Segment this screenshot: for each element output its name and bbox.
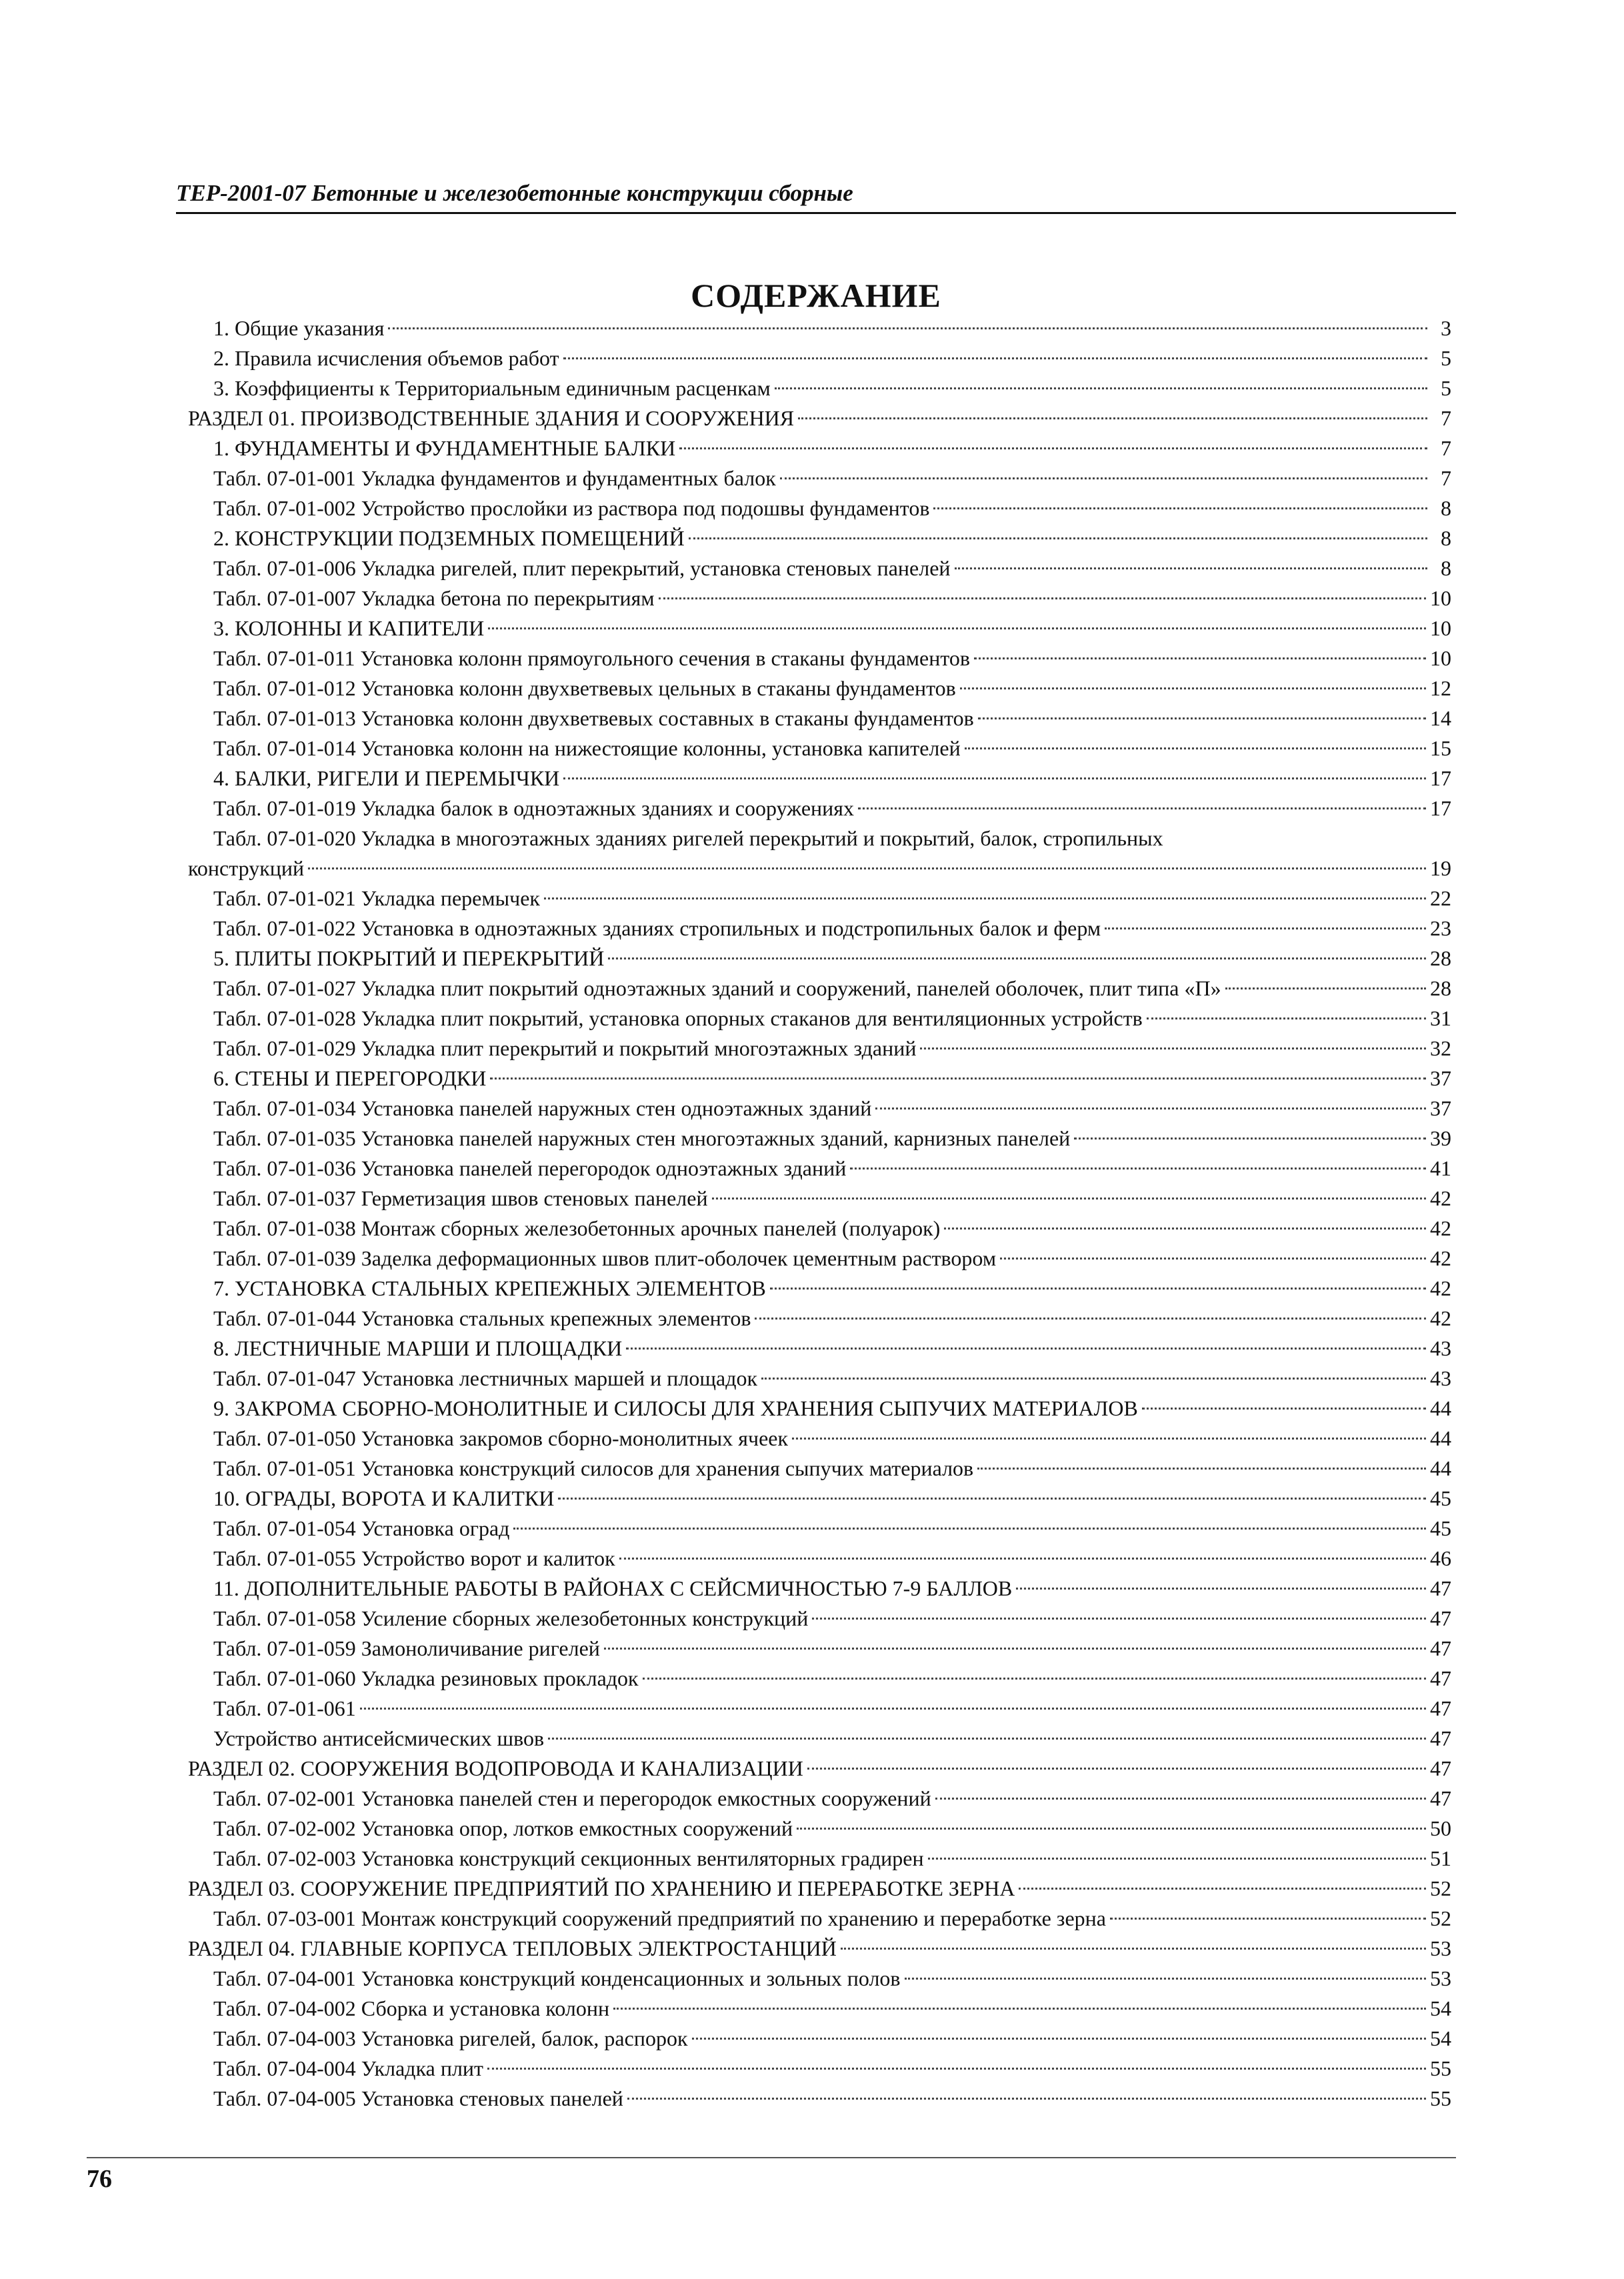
toc-entry-title: Табл. 07-01-007 Укладка бетона по перекрытиям [213,586,655,610]
toc-entry[interactable] [188,343,1451,373]
toc-entry-page: 55 [1430,2086,1451,2110]
toc-entry-title: 1. Общие указания [213,316,385,340]
toc-entry-title: 2. Правила исчисления объемов работ [213,346,559,370]
toc-entry-page: 19 [1430,856,1451,880]
toc-dot-leader [490,1077,1426,1079]
toc-dot-leader [858,807,1426,809]
toc-entry[interactable] [188,973,1451,1003]
toc-entry[interactable] [188,1514,1451,1544]
toc-dot-leader [1016,1588,1426,1590]
toc-dot-leader [960,687,1426,689]
toc-entry[interactable] [188,1994,1451,2024]
toc-entry-title: Табл. 07-01-020 Укладка в многоэтажных зданиях ригелей перекрытий и покрытий, балок, стропильных [213,826,1163,850]
toc-entry-page: 51 [1430,1846,1451,1870]
toc-entry-title: РАЗДЕЛ 01. ПРОИЗВОДСТВЕННЫЕ ЗДАНИЯ И СООРУЖЕНИЯ [188,406,795,430]
table-of-contents [188,313,1451,2114]
toc-entry-title: Табл. 07-01-028 Укладка плит покрытий, установка опорных стаканов для вентиляционных устройств [213,1006,1143,1030]
toc-entry[interactable] [188,613,1451,643]
toc-dot-leader [689,537,1427,539]
toc-dot-leader [978,717,1426,719]
toc-entry-page: 44 [1430,1456,1451,1480]
toc-dot-leader [1110,1918,1426,1920]
toc-dot-leader [1142,1408,1426,1410]
page-number: 76 [87,2165,112,2193]
toc-entry[interactable] [188,1394,1451,1424]
toc-entry-page: 12 [1430,676,1451,700]
toc-entry-page: 23 [1430,916,1451,940]
page-title: СОДЕРЖАНИЕ [691,276,941,314]
toc-entry-page: 14 [1430,706,1451,730]
toc-entry-page: 8 [1441,526,1451,550]
toc-entry-title: Табл. 07-02-002 Установка опор, лотков емкостных сооружений [213,1816,793,1840]
toc-entry[interactable] [188,1814,1451,1844]
toc-entry[interactable] [188,1784,1451,1814]
toc-entry[interactable] [188,793,1451,823]
toc-dot-leader [1019,1888,1426,1890]
toc-entry-page: 17 [1430,766,1451,790]
toc-dot-leader [935,1798,1426,1800]
toc-entry[interactable] [188,1304,1451,1334]
toc-entry[interactable] [188,1964,1451,1994]
toc-entry[interactable] [188,1003,1451,1033]
toc-entry-title: Табл. 07-01-047 Установка лестничных маршей и площадок [213,1366,758,1390]
toc-dot-leader [388,327,1427,329]
toc-entry-title: Табл. 07-01-054 Установка оград [213,1516,510,1540]
toc-entry-title: Табл. 07-03-001 Монтаж конструкций сооружений предприятий по хранению и переработке зерна [213,1906,1106,1930]
toc-entry[interactable] [188,1033,1451,1063]
toc-entry-page: 7 [1441,466,1451,490]
toc-dot-leader [775,387,1427,389]
toc-entry-page: 52 [1430,1906,1451,1930]
toc-entry-page: 28 [1430,946,1451,970]
toc-entry[interactable] [188,1574,1451,1604]
toc-entry[interactable] [188,2054,1451,2084]
toc-entry-page: 3 [1441,316,1451,340]
toc-entry-title: Табл. 07-02-003 Установка конструкций секционных вентиляторных градирен [213,1846,924,1870]
toc-entry-title: Табл. 07-01-012 Установка колонн двухветвевых цельных в стаканы фундаментов [213,676,956,700]
toc-entry[interactable] [188,553,1451,583]
toc-entry-title: РАЗДЕЛ 03. СООРУЖЕНИЕ ПРЕДПРИЯТИЙ ПО ХРАНЕНИЮ И ПЕРЕРАБОТКЕ ЗЕРНА [188,1876,1015,1900]
toc-entry[interactable] [188,1214,1451,1244]
toc-dot-leader [613,2008,1426,2010]
toc-dot-leader [692,2038,1427,2040]
toc-entry-page: 47 [1430,1666,1451,1690]
toc-entry[interactable] [188,1184,1451,1214]
toc-entry[interactable] [188,1454,1451,1484]
toc-dot-leader [841,1948,1426,1950]
toc-entry[interactable] [188,583,1451,613]
toc-dot-leader [608,957,1426,959]
toc-entry-title: 10. ОГРАДЫ, ВОРОТА И КАЛИТКИ [213,1486,555,1510]
toc-entry[interactable] [188,733,1451,763]
toc-entry[interactable] [188,1754,1451,1784]
toc-entry[interactable] [188,943,1451,973]
toc-entry-title: Табл. 07-01-027 Укладка плит покрытий одноэтажных зданий и сооружений, панелей оболочек, плит типа «П» [213,976,1221,1000]
toc-entry[interactable] [188,643,1451,673]
toc-entry-page: 22 [1430,886,1451,910]
toc-entry-title: Табл. 07-01-055 Устройство ворот и калиток [213,1546,615,1570]
toc-entry-title: 9. ЗАКРОМА СБОРНО-МОНОЛИТНЫЕ И СИЛОСЫ ДЛЯ ХРАНЕНИЯ СЫПУЧИХ МАТЕРИАЛОВ [213,1396,1138,1420]
toc-entry-title: Табл. 07-01-044 Установка стальных крепежных элементов [213,1306,751,1330]
toc-entry-page: 54 [1430,2026,1451,2050]
toc-dot-leader [974,657,1426,659]
toc-entry-title: Табл. 07-01-050 Установка закромов сборно-монолитных ячеек [213,1426,789,1450]
toc-entry-title: 3. Коэффициенты к Территориальным единичным расценкам [213,376,771,400]
toc-dot-leader [488,627,1426,629]
toc-dot-leader [761,1378,1426,1380]
toc-entry-title: Табл. 07-01-002 Устройство прослойки из раствора под подошвы фундаментов [213,496,930,520]
toc-entry[interactable] [188,1904,1451,1934]
toc-entry-page: 5 [1441,376,1451,400]
toc-entry-title: Табл. 07-01-021 Укладка перемычек [213,886,540,910]
toc-entry[interactable] [188,1123,1451,1154]
toc-entry[interactable] [188,913,1451,943]
toc-entry-page: 45 [1430,1516,1451,1540]
toc-entry-title: Табл. 07-01-051 Установка конструкций силосов для хранения сыпучих материалов [213,1456,974,1480]
toc-entry[interactable] [188,1604,1451,1634]
toc-entry-page: 43 [1430,1366,1451,1390]
toc-dot-leader [928,1858,1426,1860]
toc-entry-title: Табл. 07-04-001 Установка конструкций конденсационных и зольных полов [213,1966,901,1990]
running-header: ТЕР-2001-07 Бетонные и железобетонные конструкции сборные [176,180,853,206]
toc-entry[interactable] [188,523,1451,553]
toc-entry[interactable] [188,1694,1451,1724]
toc-entry-page: 39 [1430,1126,1451,1150]
toc-entry[interactable] [188,433,1451,463]
toc-entry-title: 11. ДОПОЛНИТЕЛЬНЫЕ РАБОТЫ В РАЙОНАХ С СЕЙСМИЧНОСТЬЮ 7-9 БАЛЛОВ [213,1576,1013,1600]
toc-entry-page: 42 [1430,1186,1451,1210]
toc-entry-title: конструкций [188,856,305,880]
toc-entry-title: Табл. 07-04-002 Сборка и установка колонн [213,1996,610,2020]
toc-entry[interactable] [188,853,1451,883]
toc-entry-title: Устройство антисейсмических швов [213,1726,545,1750]
toc-entry-title: 2. КОНСТРУКЦИИ ПОДЗЕМНЫХ ПОМЕЩЕНИЙ [213,526,685,550]
toc-entry-page: 41 [1430,1156,1451,1180]
toc-entry-page: 47 [1430,1606,1451,1630]
toc-entry[interactable] [188,1274,1451,1304]
toc-entry-title: 1. ФУНДАМЕНТЫ И ФУНДАМЕНТНЫЕ БАЛКИ [213,436,676,460]
toc-dot-leader [563,357,1427,359]
toc-entry[interactable] [188,1934,1451,1964]
toc-entry-page: 8 [1441,496,1451,520]
toc-entry-page: 53 [1430,1966,1451,1990]
toc-entry-title: 7. УСТАНОВКА СТАЛЬНЫХ КРЕПЕЖНЫХ ЭЛЕМЕНТОВ [213,1276,766,1300]
toc-entry-page: 47 [1430,1756,1451,1780]
toc-dot-leader [850,1168,1426,1170]
toc-entry-title: Табл. 07-01-059 Замоноличивание ригелей [213,1636,600,1660]
toc-entry-title: Табл. 07-04-004 Укладка плит [213,2056,484,2080]
toc-entry-page: 45 [1430,1486,1451,1510]
toc-entry-title: РАЗДЕЛ 02. СООРУЖЕНИЯ ВОДОПРОВОДА И КАНАЛИЗАЦИИ [188,1756,803,1780]
toc-entry-title: Табл. 07-02-001 Установка панелей стен и перегородок емкостных сооружений [213,1786,931,1810]
toc-entry-page: 47 [1430,1726,1451,1750]
toc-entry[interactable] [188,1874,1451,1904]
toc-dot-leader [626,1348,1426,1350]
toc-entry[interactable] [188,493,1451,523]
toc-entry-page: 47 [1430,1786,1451,1810]
toc-dot-leader [965,747,1426,749]
toc-entry-page: 15 [1430,736,1451,760]
toc-entry[interactable] [188,1844,1451,1874]
toc-entry-page: 47 [1430,1696,1451,1720]
toc-dot-leader [1105,927,1426,929]
toc-entry-title: Табл. 07-01-039 Заделка деформационных швов плит-оболочек цементным раствором [213,1246,997,1270]
toc-entry-title: Табл. 07-01-022 Установка в одноэтажных зданиях стропильных и подстропильных балок и ферм [213,916,1101,940]
toc-entry-page: 47 [1430,1576,1451,1600]
toc-dot-leader [1147,1017,1426,1019]
toc-entry-page: 54 [1430,1996,1451,2020]
toc-entry[interactable] [188,823,1451,853]
toc-entry-title: Табл. 07-01-014 Установка колонн на нижестоящие колонны, установка капителей [213,736,961,760]
toc-entry-page: 42 [1430,1246,1451,1270]
toc-dot-leader [798,417,1427,419]
toc-entry-page: 42 [1430,1276,1451,1300]
toc-entry-title: 4. БАЛКИ, РИГЕЛИ И ПЕРЕМЫЧКИ [213,766,560,790]
toc-entry-title: Табл. 07-01-061 [213,1696,356,1720]
toc-dot-leader [544,897,1426,899]
toc-entry-page: 28 [1430,976,1451,1000]
toc-dot-leader [944,1228,1426,1230]
toc-entry[interactable] [188,403,1451,433]
toc-entry-page: 32 [1430,1036,1451,1060]
toc-entry-title: Табл. 07-01-013 Установка колонн двухветвевых составных в стаканы фундаментов [213,706,974,730]
toc-entry[interactable] [188,1634,1451,1664]
toc-entry-page: 46 [1430,1546,1451,1570]
toc-dot-leader [797,1828,1426,1830]
toc-dot-leader [875,1107,1426,1109]
toc-dot-leader [643,1678,1426,1680]
toc-dot-leader [308,867,1426,869]
toc-dot-leader [659,597,1426,599]
toc-entry[interactable] [188,373,1451,403]
toc-entry[interactable] [188,1063,1451,1093]
toc-entry-title: Табл. 07-01-011 Установка колонн прямоугольного сечения в стаканы фундаментов [213,646,970,670]
toc-entry[interactable] [188,463,1451,493]
toc-entry[interactable] [188,1724,1451,1754]
toc-entry-page: 50 [1430,1816,1451,1840]
toc-entry-title: Табл. 07-01-038 Монтаж сборных железобетонных арочных панелей (полуарок) [213,1216,941,1240]
toc-entry-title: Табл. 07-01-034 Установка панелей наружных стен одноэтажных зданий [213,1096,872,1120]
toc-entry[interactable] [188,1154,1451,1184]
toc-entry-title: Табл. 07-01-035 Установка панелей наружных стен многоэтажных зданий, карнизных панелей [213,1126,1071,1150]
toc-entry-page: 37 [1430,1066,1451,1090]
toc-entry-title: 5. ПЛИТЫ ПОКРЫТИЙ И ПЕРЕКРЫТИЙ [213,946,605,970]
toc-entry[interactable] [188,1544,1451,1574]
toc-entry-page: 44 [1430,1396,1451,1420]
toc-dot-leader [487,2068,1426,2070]
toc-entry-page: 5 [1441,346,1451,370]
toc-entry[interactable] [188,1244,1451,1274]
toc-entry-title: Табл. 07-04-005 Установка стеновых панелей [213,2086,623,2110]
toc-dot-leader [1074,1137,1426,1140]
toc-dot-leader [558,1498,1426,1500]
toc-entry-title: Табл. 07-01-029 Укладка плит перекрытий и покрытий многоэтажных зданий [213,1036,917,1060]
toc-dot-leader [755,1318,1426,1320]
toc-dot-leader [563,777,1426,779]
toc-entry-page: 10 [1430,616,1451,640]
toc-dot-leader [792,1438,1426,1440]
toc-dot-leader [712,1198,1426,1200]
toc-entry-title: Табл. 07-04-003 Установка ригелей, балок, распорок [213,2026,688,2050]
toc-entry-page: 53 [1430,1936,1451,1960]
toc-dot-leader [807,1768,1426,1770]
toc-entry-page: 55 [1430,2056,1451,2080]
toc-entry[interactable] [188,2084,1451,2114]
toc-entry-title: Табл. 07-01-060 Укладка резиновых прокладок [213,1666,639,1690]
toc-entry-page: 8 [1441,556,1451,580]
toc-entry-title: РАЗДЕЛ 04. ГЛАВНЫЕ КОРПУСА ТЕПЛОВЫХ ЭЛЕКТРОСТАНЦИЙ [188,1936,837,1960]
toc-entry-page: 10 [1430,586,1451,610]
toc-entry-title: Табл. 07-01-036 Установка панелей перегородок одноэтажных зданий [213,1156,847,1180]
toc-entry-title: Табл. 07-01-019 Укладка балок в одноэтажных зданиях и сооружениях [213,796,854,820]
toc-entry-title: Табл. 07-01-058 Усиление сборных железобетонных конструкций [213,1606,809,1630]
toc-dot-leader [679,447,1427,449]
toc-entry-page: 31 [1430,1006,1451,1030]
toc-dot-leader [360,1708,1426,1710]
toc-dot-leader [905,1978,1426,1980]
toc-entry[interactable] [188,313,1451,343]
toc-dot-leader [955,567,1427,569]
toc-entry[interactable] [188,763,1451,793]
toc-dot-leader [933,507,1427,509]
toc-dot-leader [770,1288,1426,1290]
header-rule [176,212,1456,214]
toc-entry-page: 7 [1441,406,1451,430]
footer-rule [87,2157,1456,2158]
toc-dot-leader [627,2098,1426,2100]
toc-dot-leader [780,477,1427,479]
toc-entry[interactable] [188,1664,1451,1694]
toc-entry-page: 10 [1430,646,1451,670]
toc-dot-leader [513,1528,1426,1530]
toc-entry-page: 17 [1430,796,1451,820]
toc-entry-title: Табл. 07-01-001 Укладка фундаментов и фундаментных балок [213,466,776,490]
toc-entry-title: 6. СТЕНЫ И ПЕРЕГОРОДКИ [213,1066,487,1090]
toc-entry-page: 7 [1441,436,1451,460]
toc-entry-title: 8. ЛЕСТНИЧНЫЕ МАРШИ И ПЛОЩАДКИ [213,1336,623,1360]
toc-entry[interactable] [188,1334,1451,1364]
toc-entry[interactable] [188,1364,1451,1394]
toc-entry-title: Табл. 07-01-037 Герметизация швов стеновых панелей [213,1186,708,1210]
toc-entry-page: 43 [1430,1336,1451,1360]
toc-entry[interactable] [188,1484,1451,1514]
toc-dot-leader [619,1558,1426,1560]
toc-entry[interactable] [188,2024,1451,2054]
toc-entry-page: 44 [1430,1426,1451,1450]
toc-entry-title: Табл. 07-01-006 Укладка ригелей, плит перекрытий, установка стеновых панелей [213,556,951,580]
toc-entry-page: 42 [1430,1216,1451,1240]
toc-dot-leader [1000,1258,1426,1260]
toc-dot-leader [604,1648,1426,1650]
toc-dot-leader [920,1047,1426,1049]
toc-entry[interactable] [188,883,1451,913]
toc-entry[interactable] [188,673,1451,703]
toc-entry-page: 52 [1430,1876,1451,1900]
toc-entry-title: 3. КОЛОННЫ И КАПИТЕЛИ [213,616,485,640]
toc-entry[interactable] [188,1093,1451,1123]
toc-entry-page: 47 [1430,1636,1451,1660]
toc-dot-leader [1225,987,1426,989]
toc-dot-leader [977,1468,1426,1470]
toc-dot-leader [548,1738,1426,1740]
toc-entry[interactable] [188,1424,1451,1454]
toc-dot-leader [812,1618,1426,1620]
toc-entry[interactable] [188,703,1451,733]
toc-entry-page: 37 [1430,1096,1451,1120]
toc-entry-page: 42 [1430,1306,1451,1330]
